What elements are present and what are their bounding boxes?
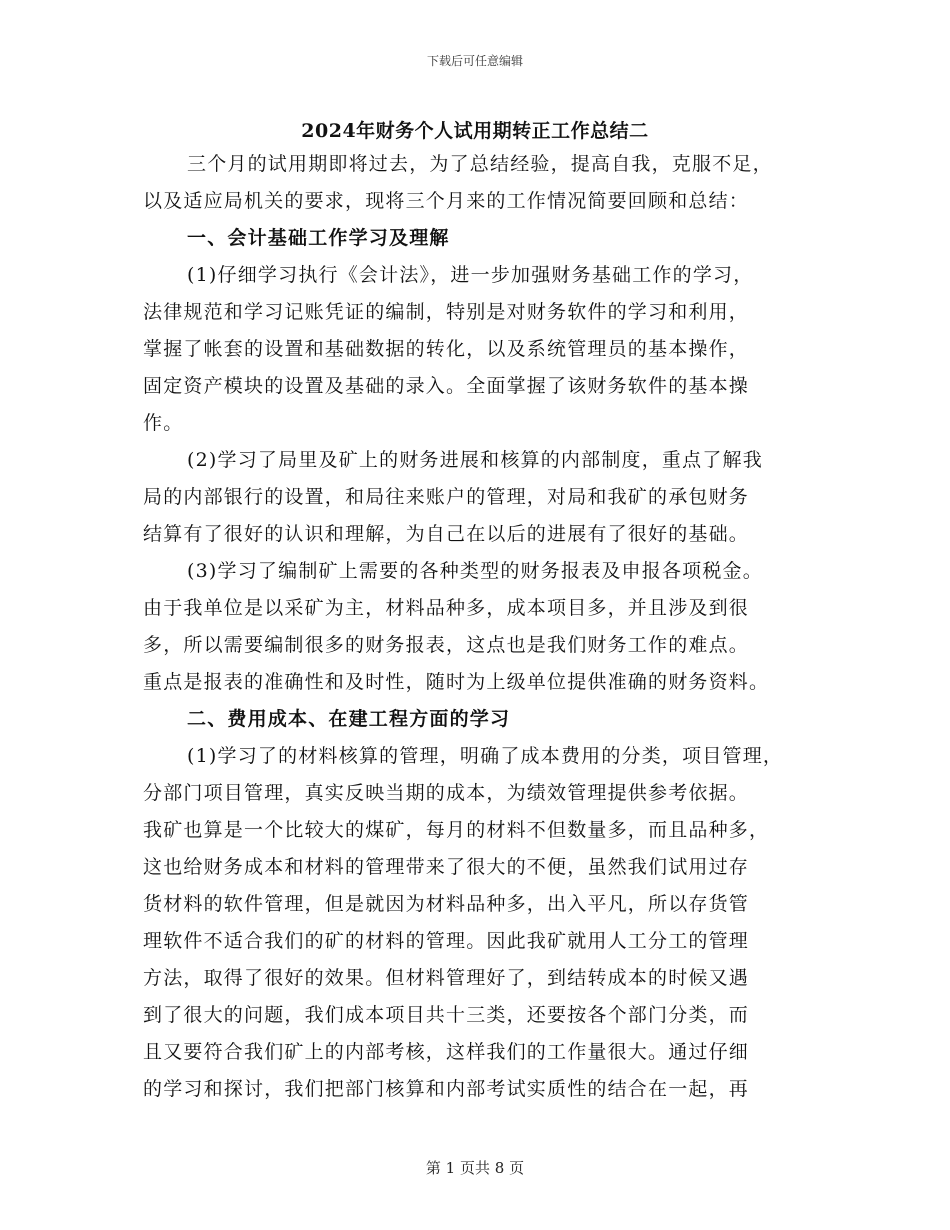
paragraph-line: 法律规范和学习记账凭证的编制，特别是对财务软件的学习和利用， xyxy=(143,301,750,323)
paragraph-line: 分部门项目管理，真实反映当期的成本，为绩效管理提供参考依据。 xyxy=(143,782,750,804)
paragraph-line: 局的内部银行的设置，和局往来账户的管理，对局和我矿的承包财务 xyxy=(143,486,750,508)
paragraph-line: 多，所以需要编制很多的财务报表，这点也是我们财务工作的难点。 xyxy=(143,634,750,656)
paragraph-line: 这也给财务成本和材料的管理带来了很大的不便，虽然我们试用过存 xyxy=(143,856,750,878)
paragraph-line: 以及适应局机关的要求，现将三个月来的工作情况简要回顾和总结： xyxy=(143,190,750,212)
paragraph-line: 的学习和探讨，我们把部门核算和内部考试实质性的结合在一起，再 xyxy=(143,1078,750,1100)
paragraph-line: 方法，取得了很好的效果。但材料管理好了，到结转成本的时候又遇 xyxy=(143,967,750,989)
paragraph-line: 三个月的试用期即将过去，为了总结经验，提高自我，克服不足， xyxy=(187,153,773,175)
paragraph-line: 重点是报表的准确性和及时性，随时为上级单位提供准确的财务资料。 xyxy=(143,671,770,693)
paragraph-line: 固定资产模块的设置及基础的录入。全面掌握了该财务软件的基本操 xyxy=(143,375,750,397)
paragraph-line: (2)学习了局里及矿上的财务进展和核算的内部制度，重点了解我 xyxy=(187,449,763,471)
section-heading: 一、会计基础工作学习及理解 xyxy=(187,227,450,249)
paragraph-line: (1)仔细学习执行《会计法》，进一步加强财务基础工作的学习， xyxy=(187,264,754,286)
section-heading: 二、费用成本、在建工程方面的学习 xyxy=(187,708,511,730)
document-title: 2024年财务个人试用期转正工作总结二 xyxy=(301,120,649,142)
paragraph-line: 作。 xyxy=(143,412,184,434)
page-header: 下载后可任意编辑 xyxy=(426,54,523,68)
paragraph-line: 到了很大的问题，我们成本项目共十三类，还要按各个部门分类，而 xyxy=(143,1004,750,1026)
paragraph-line: 货材料的软件管理，但是就因为材料品种多，出入平凡，所以存货管 xyxy=(143,893,750,915)
page-footer: 第 1 页共 8 页 xyxy=(425,1159,525,1177)
document-body xyxy=(143,146,833,1108)
paragraph-line: 掌握了帐套的设置和基础数据的转化，以及系统管理员的基本操作， xyxy=(143,338,750,360)
paragraph-line: (3)学习了编制矿上需要的各种类型的财务报表及申报各项税金。 xyxy=(187,560,763,582)
paragraph-line: 我矿也算是一个比较大的煤矿，每月的材料不但数量多，而且品种多， xyxy=(143,819,770,841)
paragraph-line: 由于我单位是以采矿为主，材料品种多，成本项目多，并且涉及到很 xyxy=(143,597,750,619)
paragraph-line: 理软件不适合我们的矿的材料的管理。因此我矿就用人工分工的管理 xyxy=(143,930,750,952)
paragraph-line: 结算有了很好的认识和理解，为自己在以后的进展有了很好的基础。 xyxy=(143,523,750,545)
paragraph-line: 且又要符合我们矿上的内部考核，这样我们的工作量很大。通过仔细 xyxy=(143,1041,750,1063)
paragraph-line: (1)学习了的材料核算的管理，明确了成本费用的分类，项目管理， xyxy=(187,745,784,767)
